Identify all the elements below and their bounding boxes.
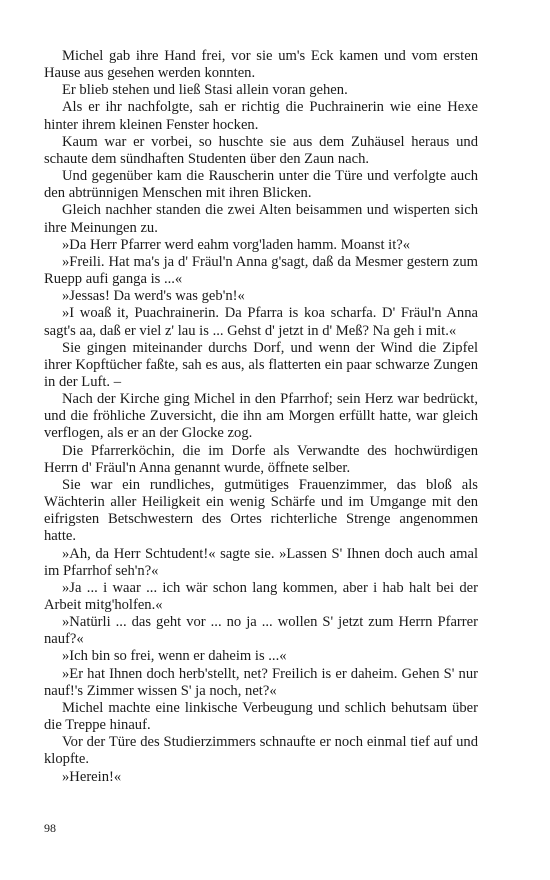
paragraph: »Ich bin so frei, wenn er daheim is ...« [62,648,287,665]
paragraph: »Natürli ... das geht vor ... no ja ... wollen S' jetzt zum Herrn Pfarrer nauf?« [44,614,478,648]
page-number: 98 [44,821,56,835]
paragraph: »Ah, da Herr Schtudent!« sagte sie. »Lassen S' Ihnen doch auch amal im Pfarrhof seh'n?« [44,545,478,579]
paragraph: »Ja ... i waar ... ich wär schon lang kommen, aber i hab halt bei der Arbeit mitg'holfen.« [44,579,478,613]
paragraph: »Freili. Hat ma's ja d' Fräul'n Anna g'sagt, daß da Mesmer gestern zum Ruepp aufi ganga is ...« [44,253,478,288]
paragraph: Gleich nachher standen die zwei Alten beisammen und wisperten sich ihre Meinungen zu. [44,202,478,236]
paragraph: Nach der Kirche ging Michel in den Pfarrhof; sein Herz war bedrückt, und die fröhliche Zuversicht, die ihn am Morgen erfüllt hatte, war gleich verflogen, als er an der Glocke zog. [44,391,478,442]
paragraph: Vor der Türe des Studierzimmers schnaufte er noch einmal tief auf und klopfte. [44,734,478,768]
paragraph: Michel gab ihre Hand frei, vor sie um's Eck kamen und vom ersten Hause aus gesehen werden konnten. [44,48,478,82]
paragraph: Michel machte eine linkische Verbeugung und schlich behutsam über die Treppe hinauf. [44,699,478,734]
paragraph: Er blieb stehen und ließ Stasi allein voran gehen. [62,82,348,99]
paragraph: »Er hat Ihnen doch herb'stellt, net? Freilich is er daheim. Gehen S' nur nauf!'s Zimmer wissen S' ja noch, net?« [44,665,478,699]
paragraph: Kaum war er vorbei, so huschte sie aus dem Zuhäusel heraus und schaute dem sündhaften Studenten über den Zaun nach. [44,133,478,167]
paragraph: Als er ihr nachfolgte, sah er richtig die Puchrainerin wie eine Hexe hinter ihrem kleinen Fenster hocken. [44,99,478,133]
paragraph: Und gegenüber kam die Rauscherin unter die Türe und verfolgte auch den abtrünnigen Menschen mit ihren Blicken. [44,168,478,202]
paragraph: Sie gingen miteinander durchs Dorf, und wenn der Wind die Zipfel ihrer Kopftücher faßte, sah es aus, als flatterten ein paar schwarze Zungen in der Luft. – [44,339,478,390]
paragraph: Sie war ein rundliches, gutmütiges Frauenzimmer, das bloß als Wächterin aller Heiligkeit ein wenig Schärfe und im Umgange mit den eifrigsten Betschwestern des Ortes richterliche Strenge angenommen hatte. [44,476,478,545]
paragraph: »I woaß it, Puachrainerin. Da Pfarra is koa scharfa. D' Fräul'n Anna sagt's aa, daß er viel z' lau is ... Gehst d' jetzt in d' Meß? Na geh i mit.« [44,305,478,339]
body-text [44,48,478,786]
paragraph: »Da Herr Pfarrer werd eahm vorg'laden hamm. Moanst it?« [62,236,411,253]
paragraph: »Jessas! Da werd's was geb'n!« [62,288,245,305]
paragraph: »Herein!« [62,768,122,785]
paragraph: Die Pfarrerköchin, die im Dorfe als Verwandte des hochwürdigen Herrn d' Fräul'n Anna genannt wurde, öffnete selber. [44,442,478,476]
